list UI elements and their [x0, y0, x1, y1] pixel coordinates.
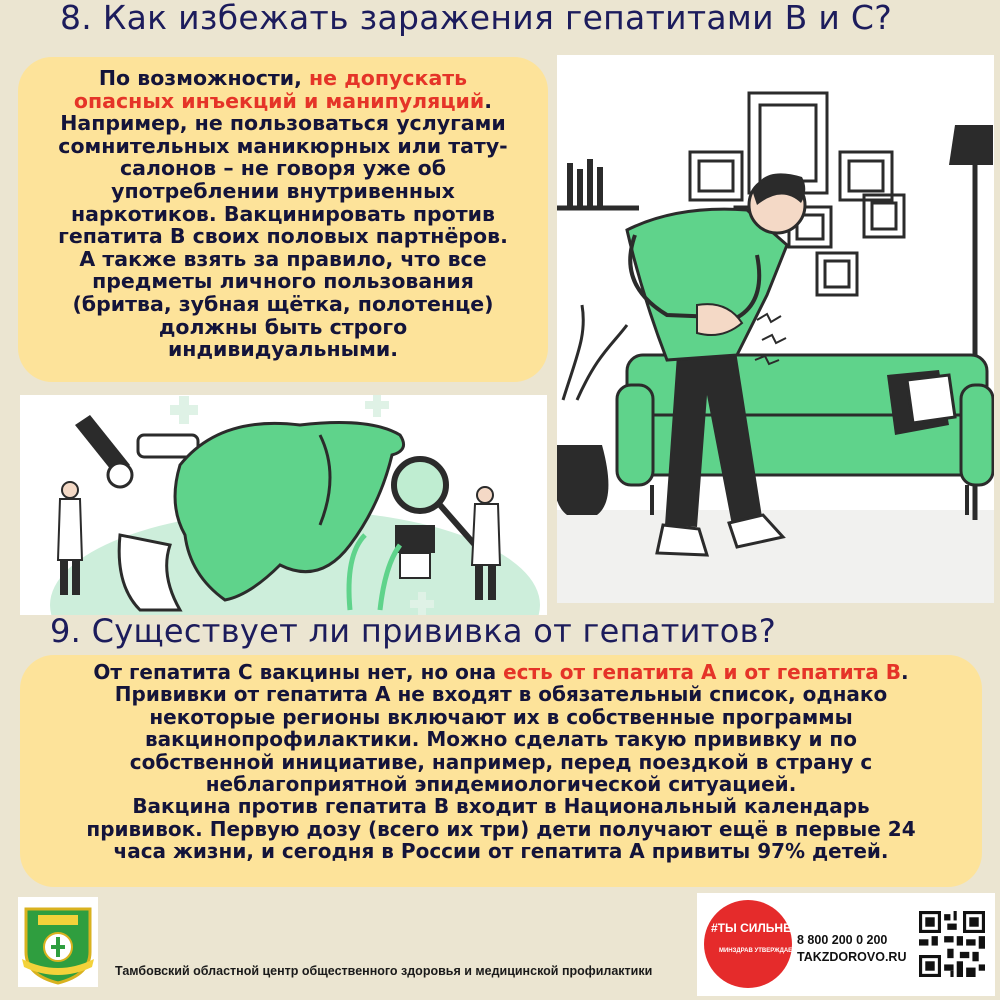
text-line: Вакцина против гепатита В входит в Национальный календарь: [132, 794, 870, 819]
text-line: Прививки от гепатита А не входят в обязательный список, однако: [114, 682, 888, 707]
organization-name: Тамбовский областной центр общественного здоровья и медицинской профилактики: [115, 964, 653, 978]
text-line: сомнительных маникюрных или тату-: [58, 133, 508, 158]
emblem-icon: [18, 897, 98, 987]
text-line: наркотиков. Вакцинировать против: [71, 201, 495, 226]
text-line: должны быть строго: [158, 314, 408, 339]
text-line: индивидуальными.: [167, 337, 399, 362]
liver-doctors-illustration: [20, 395, 547, 615]
organization-logo: [18, 897, 98, 987]
text-highlight: опасных инъекций и манипуляций: [73, 88, 485, 113]
section-8-text-bubble: [18, 57, 548, 382]
text-plain: .: [900, 660, 909, 684]
promo-website[interactable]: TAKZDOROVO.RU: [797, 950, 907, 964]
man-illustration-svg: [557, 55, 994, 603]
qr-code-icon: [919, 911, 985, 977]
text-highlight: не допускать: [309, 66, 468, 90]
hotline-phone: 8 800 200 0 200: [797, 933, 888, 947]
text-line: часа жизни, и сегодня в России от гепатита А привиты 97% детей.: [113, 839, 889, 864]
text-plain: .: [484, 88, 493, 113]
section-8-title: 8. Как избежать заражения гепатитами В и С?: [60, 0, 893, 37]
text-line: Например, не пользоваться услугами: [60, 111, 506, 136]
text-plain: От гепатита С вакцины нет, но она: [93, 660, 504, 684]
text-plain: По возможности,: [98, 66, 310, 90]
text-line: (бритва, зубная щётка, полотенце): [72, 291, 494, 316]
text-line: прививок. Первую дозу (всего их три) дети получают ещё в первые 24: [86, 816, 916, 841]
text-line: [32, 90, 534, 113]
text-line: [32, 67, 534, 90]
section-9-text-bubble: [20, 655, 982, 887]
text-line: употреблении внутривенных: [111, 178, 455, 203]
text-line: А также взять за правило, что все: [79, 246, 487, 271]
text-line: вакцинопрофилактики. Можно сделать такую прививку и по: [144, 727, 857, 752]
text-line: гепатита В своих половых партнёров.: [58, 224, 508, 249]
text-highlight: есть от гепатита А и от гепатита В: [503, 660, 901, 684]
section-9-title: 9. Существует ли прививка от гепатитов?: [50, 612, 777, 650]
takzdorovo-promo-block: [697, 893, 995, 996]
promo-badge-subtag: МИНЗДРАВ УТВЕРЖДАЕТ!: [719, 948, 798, 954]
text-line: [30, 661, 972, 683]
promo-badge-tag: #ТЫ СИЛЬНЕЕ: [711, 921, 800, 935]
text-line: предметы личного пользования: [92, 269, 474, 294]
liver-illustration-svg: [20, 395, 547, 615]
text-line: неблагоприятной эпидемиологической ситуацией.: [205, 772, 797, 797]
man-abdominal-pain-illustration: [557, 55, 994, 603]
text-line: салонов – не говоря уже об: [119, 156, 447, 181]
promo-badge-icon: [703, 899, 793, 989]
text-line: собственной инициативе, например, перед поездкой в страну с: [129, 749, 873, 774]
text-line: некоторые регионы включают их в собственные программы: [149, 704, 853, 729]
